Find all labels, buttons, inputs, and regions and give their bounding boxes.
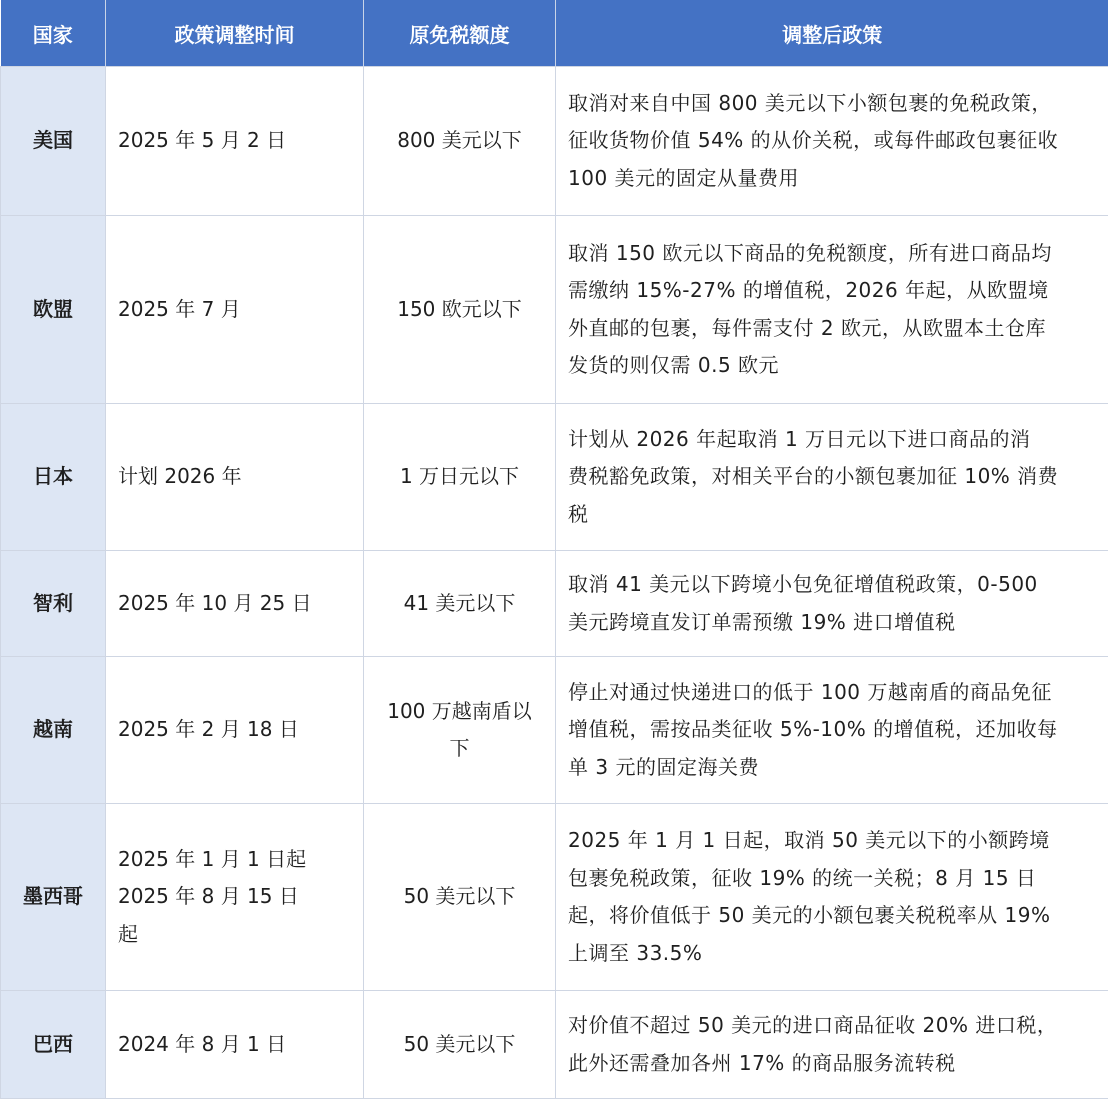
date-line: 2025 年 8 月 15 日: [118, 884, 299, 909]
date-cell: [106, 404, 364, 551]
date-cell: [106, 657, 364, 804]
policy-cell: [556, 551, 1108, 657]
date-cell: [106, 216, 364, 404]
header-country: 国家: [1, 0, 106, 67]
policy-line: 增值税，需按品类征收 5%-10% 的增值税，还加收每: [568, 717, 1058, 742]
date-line: 2025 年 7 月: [118, 296, 241, 321]
quota-line: 50 美元以下: [403, 1031, 516, 1056]
table-row: [1, 657, 1108, 804]
policy-line: 计划从 2026 年起取消 1 万日元以下进口商品的消: [568, 426, 1031, 451]
country-cell: 智利: [1, 551, 106, 657]
date-line: 起: [118, 921, 138, 946]
quota-cell: [364, 657, 556, 804]
policy-line: 对价值不超过 50 美元的进口商品征收 20% 进口税，: [568, 1013, 1058, 1037]
policy-cell: [556, 804, 1108, 991]
policy-cell: [556, 216, 1108, 404]
date-cell: [106, 991, 364, 1099]
date-line: 2024 年 8 月 1 日: [118, 1031, 287, 1056]
table-row: [1, 67, 1108, 216]
quota-cell: [364, 551, 556, 657]
quota-line: 41 美元以下: [403, 590, 516, 615]
country-cell: 越南: [1, 657, 106, 804]
date-line: 2025 年 2 月 18 日: [118, 717, 299, 742]
quota-line: 150 欧元以下: [397, 296, 522, 321]
country-cell: 日本: [1, 404, 106, 551]
date-line: 2025 年 10 月 25 日: [118, 590, 312, 615]
quota-line: 50 美元以下: [403, 884, 516, 909]
quota-line: 100 万越南盾以: [387, 698, 532, 723]
policy-cell: [556, 991, 1108, 1099]
policy-cell: [556, 67, 1108, 216]
date-line: 2025 年 5 月 2 日: [118, 128, 287, 153]
policy-line: 2025 年 1 月 1 日起，取消 50 美元以下的小额跨境: [568, 828, 1050, 852]
quota-cell: [364, 991, 556, 1099]
header-policy: 调整后政策: [556, 0, 1108, 67]
policy-line: 起，将价值低于 50 美元的小额包裹关税税率从 19%: [568, 903, 1051, 927]
policy-line: 费税豁免政策，对相关平台的小额包裹加征 10% 消费: [568, 464, 1059, 489]
policy-line: 取消 41 美元以下跨境小包免征增值税政策，0-500: [568, 572, 1038, 596]
policy-line: 单 3 元的固定海关费: [568, 754, 759, 779]
table-header-row: [1, 0, 1108, 67]
country-cell: 欧盟: [1, 216, 106, 404]
header-date: 政策调整时间: [106, 0, 364, 67]
policy-line: 美元跨境直发订单需预缴 19% 进口增值税: [568, 609, 956, 634]
policy-line: 取消 150 欧元以下商品的免税额度，所有进口商品均: [568, 240, 1052, 265]
policy-line: 包裹免税政策，征收 19% 的统一关税；8 月 15 日: [568, 865, 1037, 890]
policy-line: 税: [568, 501, 589, 526]
country-cell: 巴西: [1, 991, 106, 1099]
table-row: [1, 991, 1108, 1099]
date-line: 2025 年 1 月 1 日起: [118, 846, 307, 871]
table-row: [1, 216, 1108, 404]
quota-cell: [364, 216, 556, 404]
date-line: 计划 2026 年: [118, 464, 242, 489]
policy-line: 上调至 33.5%: [568, 940, 703, 965]
date-cell: [106, 551, 364, 657]
quota-cell: [364, 67, 556, 216]
quota-cell: [364, 804, 556, 991]
table-row: [1, 804, 1108, 991]
policy-line: 征收货物价值 54% 的从价关税，或每件邮政包裹征收: [568, 128, 1059, 153]
policy-line: 100 美元的固定从量费用: [568, 165, 800, 190]
date-cell: [106, 67, 364, 216]
policy-cell: [556, 657, 1108, 804]
country-cell: 美国: [1, 67, 106, 216]
country-cell: 墨西哥: [1, 804, 106, 991]
policy-cell: [556, 404, 1108, 551]
quota-line: 800 美元以下: [397, 128, 522, 153]
policy-line: 外直邮的包裹，每件需支付 2 欧元，从欧盟本土仓库: [568, 315, 1046, 340]
header-quota: 原免税额度: [364, 0, 556, 67]
policy-line: 取消对来自中国 800 美元以下小额包裹的免税政策，: [568, 90, 1052, 115]
quota-line: 下: [449, 736, 470, 760]
policy-line: 停止对通过快递进口的低于 100 万越南盾的商品免征: [568, 679, 1052, 704]
table-row: [1, 551, 1108, 657]
policy-line: 此外还需叠加各州 17% 的商品服务流转税: [568, 1050, 956, 1075]
table-row: [1, 404, 1108, 551]
policy-line: 需缴纳 15%-27% 的增值税，2026 年起，从欧盟境: [568, 278, 1049, 302]
policy-line: 发货的则仅需 0.5 欧元: [568, 353, 780, 377]
quota-line: 1 万日元以下: [399, 464, 520, 489]
date-cell: [106, 804, 364, 991]
quota-cell: [364, 404, 556, 551]
